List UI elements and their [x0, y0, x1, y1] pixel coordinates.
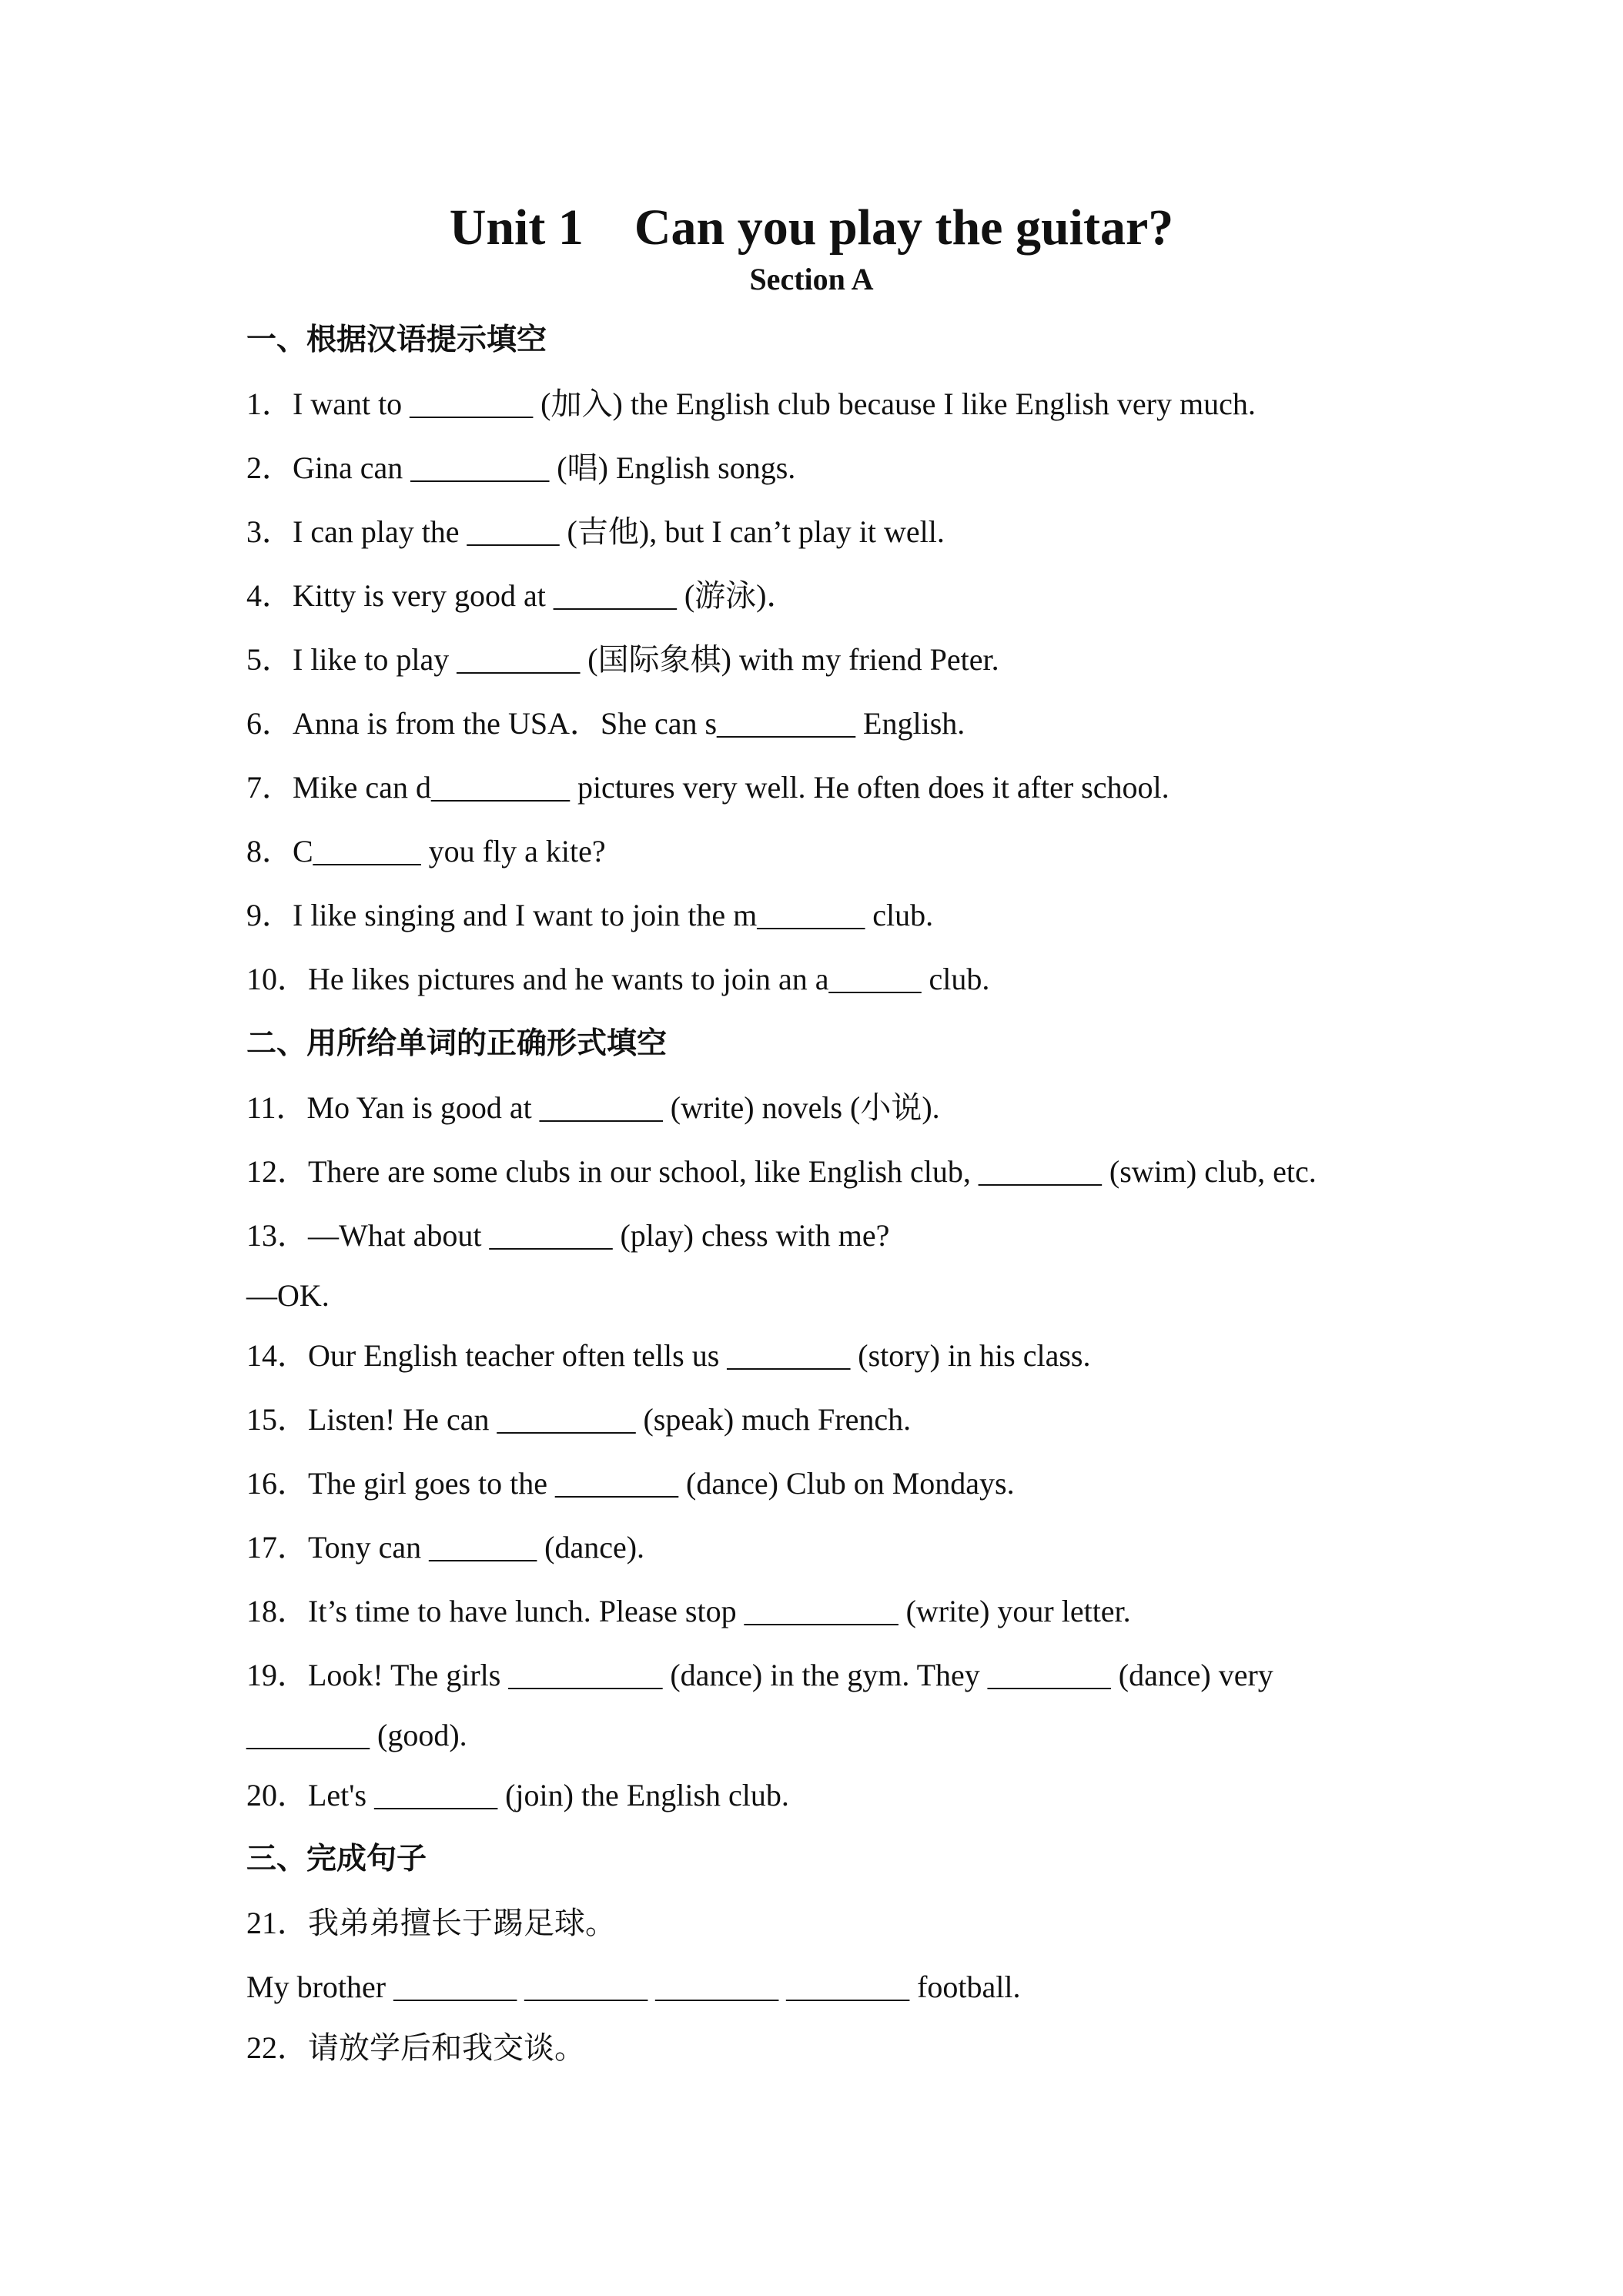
question-7: 7．Mike can d_________ pictures very well. He often does it after school.: [246, 770, 1170, 805]
question-17: 17．Tony can _______ (dance).: [246, 1530, 645, 1565]
section-heading-2: 二、用所给单词的正确形式填空: [246, 1026, 668, 1061]
page-subtitle: Section A: [749, 262, 874, 296]
question-16: 16．The girl goes to the ________ (dance) Club on Mondays.: [246, 1466, 1015, 1501]
question-13-answer: —OK.: [246, 1278, 330, 1313]
question-1: 1．I want to ________ (加入) the English club because I like English very much.: [246, 387, 1256, 421]
question-14: 14．Our English teacher often tells us ________ (story) in his class.: [246, 1338, 1091, 1373]
question-22: 22．请放学后和我交谈。: [246, 2030, 585, 2065]
question-13: 13．—What about ________ (play) chess with me?: [246, 1218, 890, 1253]
question-11: 11．Mo Yan is good at ________ (write) novels (小说).: [246, 1090, 940, 1125]
question-12: 12．There are some clubs in our school, like English club, ________ (swim) club, etc.: [246, 1154, 1317, 1189]
section-heading-1: 一、根据汉语提示填空: [246, 323, 547, 357]
question-21-sentence: My brother ________ ________ ________ ________ football.: [246, 1970, 1021, 2004]
question-19-continued: ________ (good).: [246, 1718, 467, 1752]
question-3: 3．I can play the ______ (吉他), but I can’t play it well.: [246, 514, 945, 549]
question-15: 15．Listen! He can _________ (speak) much French.: [246, 1402, 912, 1437]
question-2: 2．Gina can _________ (唱) English songs.: [246, 450, 796, 485]
question-5: 5．I like to play ________ (国际象棋) with my friend Peter.: [246, 642, 999, 677]
page-title: Unit 1 Can you play the guitar?: [449, 199, 1174, 256]
question-20: 20．Let's ________ (join) the English club.: [246, 1778, 789, 1812]
question-6: 6．Anna is from the USA．She can s_________ English.: [246, 706, 965, 741]
question-8: 8．C_______ you fly a kite?: [246, 834, 606, 869]
question-19: 19．Look! The girls __________ (dance) in the gym. They ________ (dance) very: [246, 1658, 1273, 1692]
section-heading-3: 三、完成句子: [246, 1842, 427, 1876]
question-9: 9．I like singing and I want to join the m_______ club.: [246, 898, 934, 932]
question-4: 4．Kitty is very good at ________ (游泳)．: [246, 578, 798, 613]
question-10: 10．He likes pictures and he wants to join an a______ club.: [246, 962, 990, 996]
question-21: 21．我弟弟擅长于踢足球。: [246, 1906, 616, 1940]
question-18: 18．It’s time to have lunch. Please stop __________ (write) your letter.: [246, 1594, 1131, 1628]
